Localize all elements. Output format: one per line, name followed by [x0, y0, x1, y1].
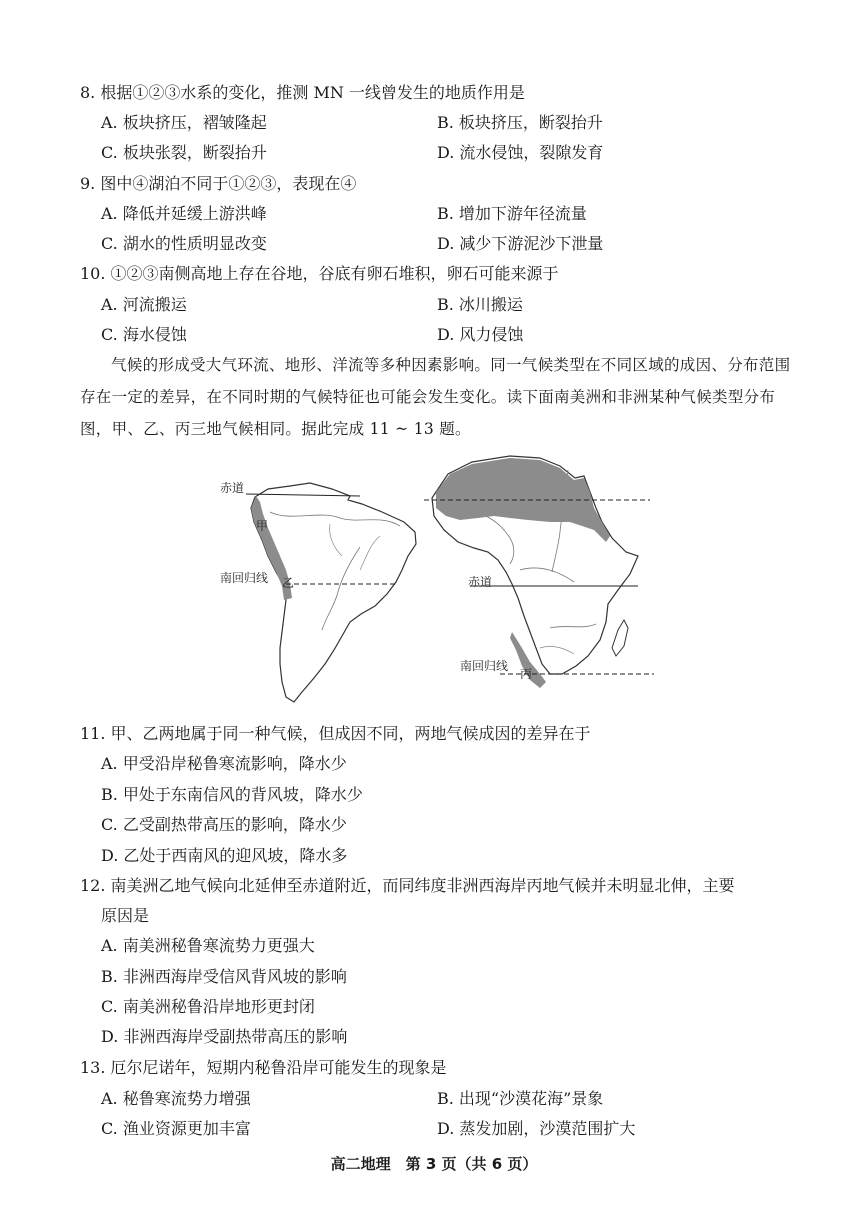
q8-option-d: D. 流水侵蚀，裂隙发育: [437, 143, 604, 162]
q10-option-a: A. 河流搬运: [101, 295, 187, 314]
madagascar-outline: [612, 620, 628, 656]
q12-stem-line1: 12. 南美洲乙地气候向北延伸至赤道附近，而同纬度非洲西海岸丙地气候并未明显北伸，主要: [80, 876, 735, 895]
q11-option-a: A. 甲受沿岸秘鲁寒流影响，降水少: [101, 754, 347, 773]
q9-option-a: A. 降低并延缓上游洪峰: [101, 204, 267, 223]
q11-option-b: B. 甲处于东南信风的背风坡，降水少: [101, 785, 363, 804]
q9-option-c: C. 湖水的性质明显改变: [101, 234, 267, 253]
q10-option-d: D. 风力侵蚀: [437, 325, 524, 344]
af-equator-label: 赤道: [468, 575, 493, 589]
q13-option-a: A. 秘鲁寒流势力增强: [101, 1089, 251, 1108]
q12-stem-line2: 原因是: [101, 906, 150, 925]
q9-option-b: B. 增加下游年径流量: [437, 204, 587, 223]
af-tropic-label: 南回归线: [460, 659, 509, 673]
sa-label-jia: 甲: [256, 519, 269, 533]
sa-equator-label: 赤道: [220, 481, 245, 495]
south-america-map: [220, 480, 416, 702]
q11-option-c: C. 乙受副热带高压的影响，降水少: [101, 815, 347, 834]
climate-map-figure: [210, 452, 670, 712]
sa-tropic-label: 南回归线: [220, 571, 269, 585]
q8-option-a: A. 板块挤压，褶皱隆起: [101, 113, 267, 132]
q8-option-b: B. 板块挤压，断裂抬升: [437, 113, 603, 132]
q12-option-d: D. 非洲西海岸受副热带高压的影响: [101, 1027, 348, 1046]
q8-option-c: C. 板块张裂，断裂抬升: [101, 143, 267, 162]
q13-stem: 13. 厄尔尼诺年，短期内秘鲁沿岸可能发生的现象是: [80, 1058, 447, 1077]
q11-option-d: D. 乙处于西南风的迎风坡，降水多: [101, 846, 348, 865]
q10-option-b: B. 冰川搬运: [437, 295, 523, 314]
q10-option-c: C. 海水侵蚀: [101, 325, 187, 344]
q9-option-d: D. 减少下游泥沙下泄量: [437, 234, 604, 253]
q9-stem: 9. 图中④湖泊不同于①②③，表现在④: [80, 174, 357, 193]
q13-option-c: C. 渔业资源更加丰富: [101, 1119, 251, 1138]
q12-option-b: B. 非洲西海岸受信风背风坡的影响: [101, 967, 347, 986]
sa-label-yi: 乙: [282, 576, 295, 590]
passage: 气候的形成受大气环流、地形、洋流等多种因素影响。同一气候类型在不同区域的成因、分布范围存在一定的差异，在不同时期的气候特征也可能会发生变化。读下面南美洲和非洲某种气候类型分布图，甲、乙、丙三地气候相同。据此完成 11 ~ 13 题。: [80, 356, 791, 438]
q8-stem: 8. 根据①②③水系的变化，推测 MN 一线曾发生的地质作用是: [80, 83, 525, 102]
q13-option-b: B. 出现“沙漠花海”景象: [437, 1089, 604, 1108]
af-label-bing: 丙: [520, 667, 533, 681]
q13-option-d: D. 蒸发加剧，沙漠范围扩大: [437, 1119, 636, 1138]
q12-option-c: C. 南美洲秘鲁沿岸地形更封闭: [101, 997, 315, 1016]
q11-stem: 11. 甲、乙两地属于同一种气候，但成因不同，两地气候成因的差异在于: [80, 724, 591, 743]
africa-map: [424, 456, 654, 688]
q12-option-a: A. 南美洲秘鲁寒流势力更强大: [101, 936, 315, 955]
q10-stem: 10. ①②③南侧高地上存在谷地，谷底有卵石堆积，卵石可能来源于: [80, 264, 559, 283]
page-footer: 高二地理 第 3 页（共 6 页）: [330, 1155, 538, 1173]
